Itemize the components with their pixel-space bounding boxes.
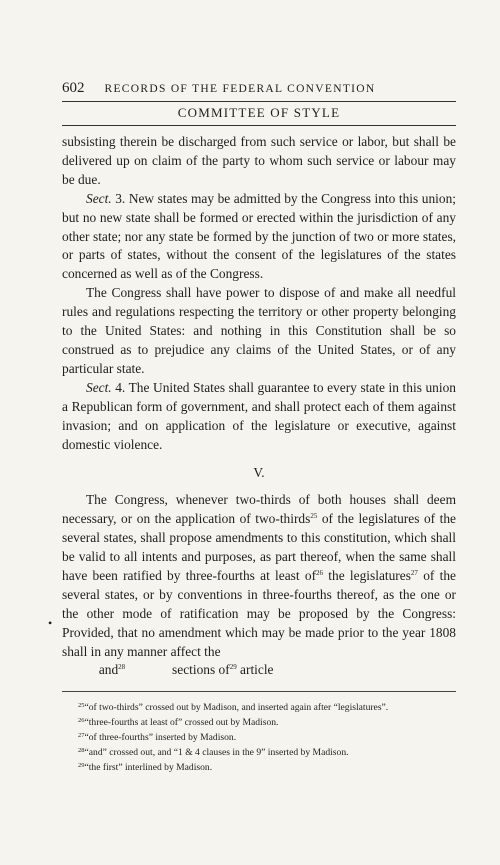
section-rule: [62, 125, 456, 126]
sect-3-label: Sect.: [86, 190, 112, 206]
footnote-text: “and” crossed out, and “1 & 4 clauses in the 9” inserted by Madison.: [84, 747, 349, 759]
footnote-text: “of three-fourths” inserted by Madison.: [84, 732, 237, 744]
footnote-number: 25: [78, 702, 85, 710]
page-number: 602: [62, 80, 85, 96]
sect-4-text: 4. The United States shall guarantee to every state in this union a Republican form of government, and shall protect each of them against invasion; and on application of the legislature or executive, against domestic violence.: [62, 379, 456, 452]
footnote-ref-28[interactable]: 28: [118, 663, 126, 672]
sect-4-label: Sect.: [86, 379, 112, 395]
article-5-text-7: article: [236, 662, 274, 678]
margin-mark: •: [48, 616, 53, 630]
paragraph-property: The Congress shall have power to dispose of and make all needful rules and regulations respecting the territory or other property belonging to the United States: and nothing in this Constitution shall be so construed as to prejudice any claims of the United States, or of any particular state.: [62, 285, 456, 376]
footnote-ref-26[interactable]: 26: [316, 568, 324, 577]
footnote-25: [62, 699, 456, 714]
footnote-ref-29[interactable]: 29: [229, 663, 237, 672]
article-5-text-6: sections of: [172, 662, 230, 678]
article-numeral: V.: [253, 465, 265, 481]
document-page: [62, 80, 456, 774]
footnote-number: 27: [78, 732, 85, 740]
running-head: [62, 80, 456, 97]
paragraph-article-5: [62, 491, 456, 661]
paragraph-sect-4: [62, 379, 456, 455]
footnote-ref-25[interactable]: 25: [310, 512, 318, 521]
footnote-number: 29: [78, 762, 85, 770]
article-5-text-2: of the legislatures of the several states, shall propose amendments to this constitution, which shall be valid to all intents and purposes, as part thereof, when the same shall have been ratified by three-fourths at least of: [62, 511, 457, 583]
footnote-number: 28: [78, 747, 85, 755]
footnote-27: [62, 729, 456, 744]
running-title: RECORDS OF THE FEDERAL CONVENTION: [104, 83, 376, 95]
article-5-gap-line: [62, 661, 456, 680]
footnote-28: [62, 744, 456, 759]
footnote-26: [62, 714, 456, 729]
footnotes: [62, 699, 456, 774]
footnote-rule: [62, 691, 456, 692]
body-text: [62, 133, 456, 680]
footnote-text: “three-fourths at least of” crossed out by Madison.: [84, 717, 279, 729]
paragraph-continuation: subsisting therein be discharged from such service or labor, but shall be delivered up on claim of the party to whom such service or labour may be due.: [62, 134, 456, 187]
footnote-29: [62, 759, 456, 774]
paragraph-sect-3: [62, 190, 456, 285]
article-5-text-3: the legislatures: [323, 567, 411, 583]
section-heading: COMMITTEE OF STYLE: [177, 105, 341, 120]
article-5-text-1: The Congress, whenever two-thirds of both houses shall deem necessary, or on the application of two-thirds: [62, 492, 456, 527]
footnote-number: 26: [78, 717, 85, 725]
sect-3-text: 3. New states may be admitted by the Congress into this union; but no new state shall be formed or erected within the jurisdiction of any other state; nor any state be formed by the junction of two or more states, or parts of states, without the consent of the legislatures of the states concerned as well as of the Congress.: [62, 190, 456, 282]
footnote-text: “the first” interlined by Madison.: [84, 762, 213, 774]
article-5-text-4: of the several states, or by conventions in three-fourths thereof, as the one or the other mode of ratification may be proposed by the Congress: Provided, that no amendment which may be made prior to the year 1808 shall in any manner affect the: [62, 567, 456, 659]
footnote-ref-27[interactable]: 27: [410, 568, 418, 577]
article-5-text-5: and: [98, 662, 119, 678]
footnote-text: “of two-thirds” crossed out by Madison, and inserted again after “legislatures”.: [84, 702, 389, 714]
header-rule: [62, 101, 456, 102]
